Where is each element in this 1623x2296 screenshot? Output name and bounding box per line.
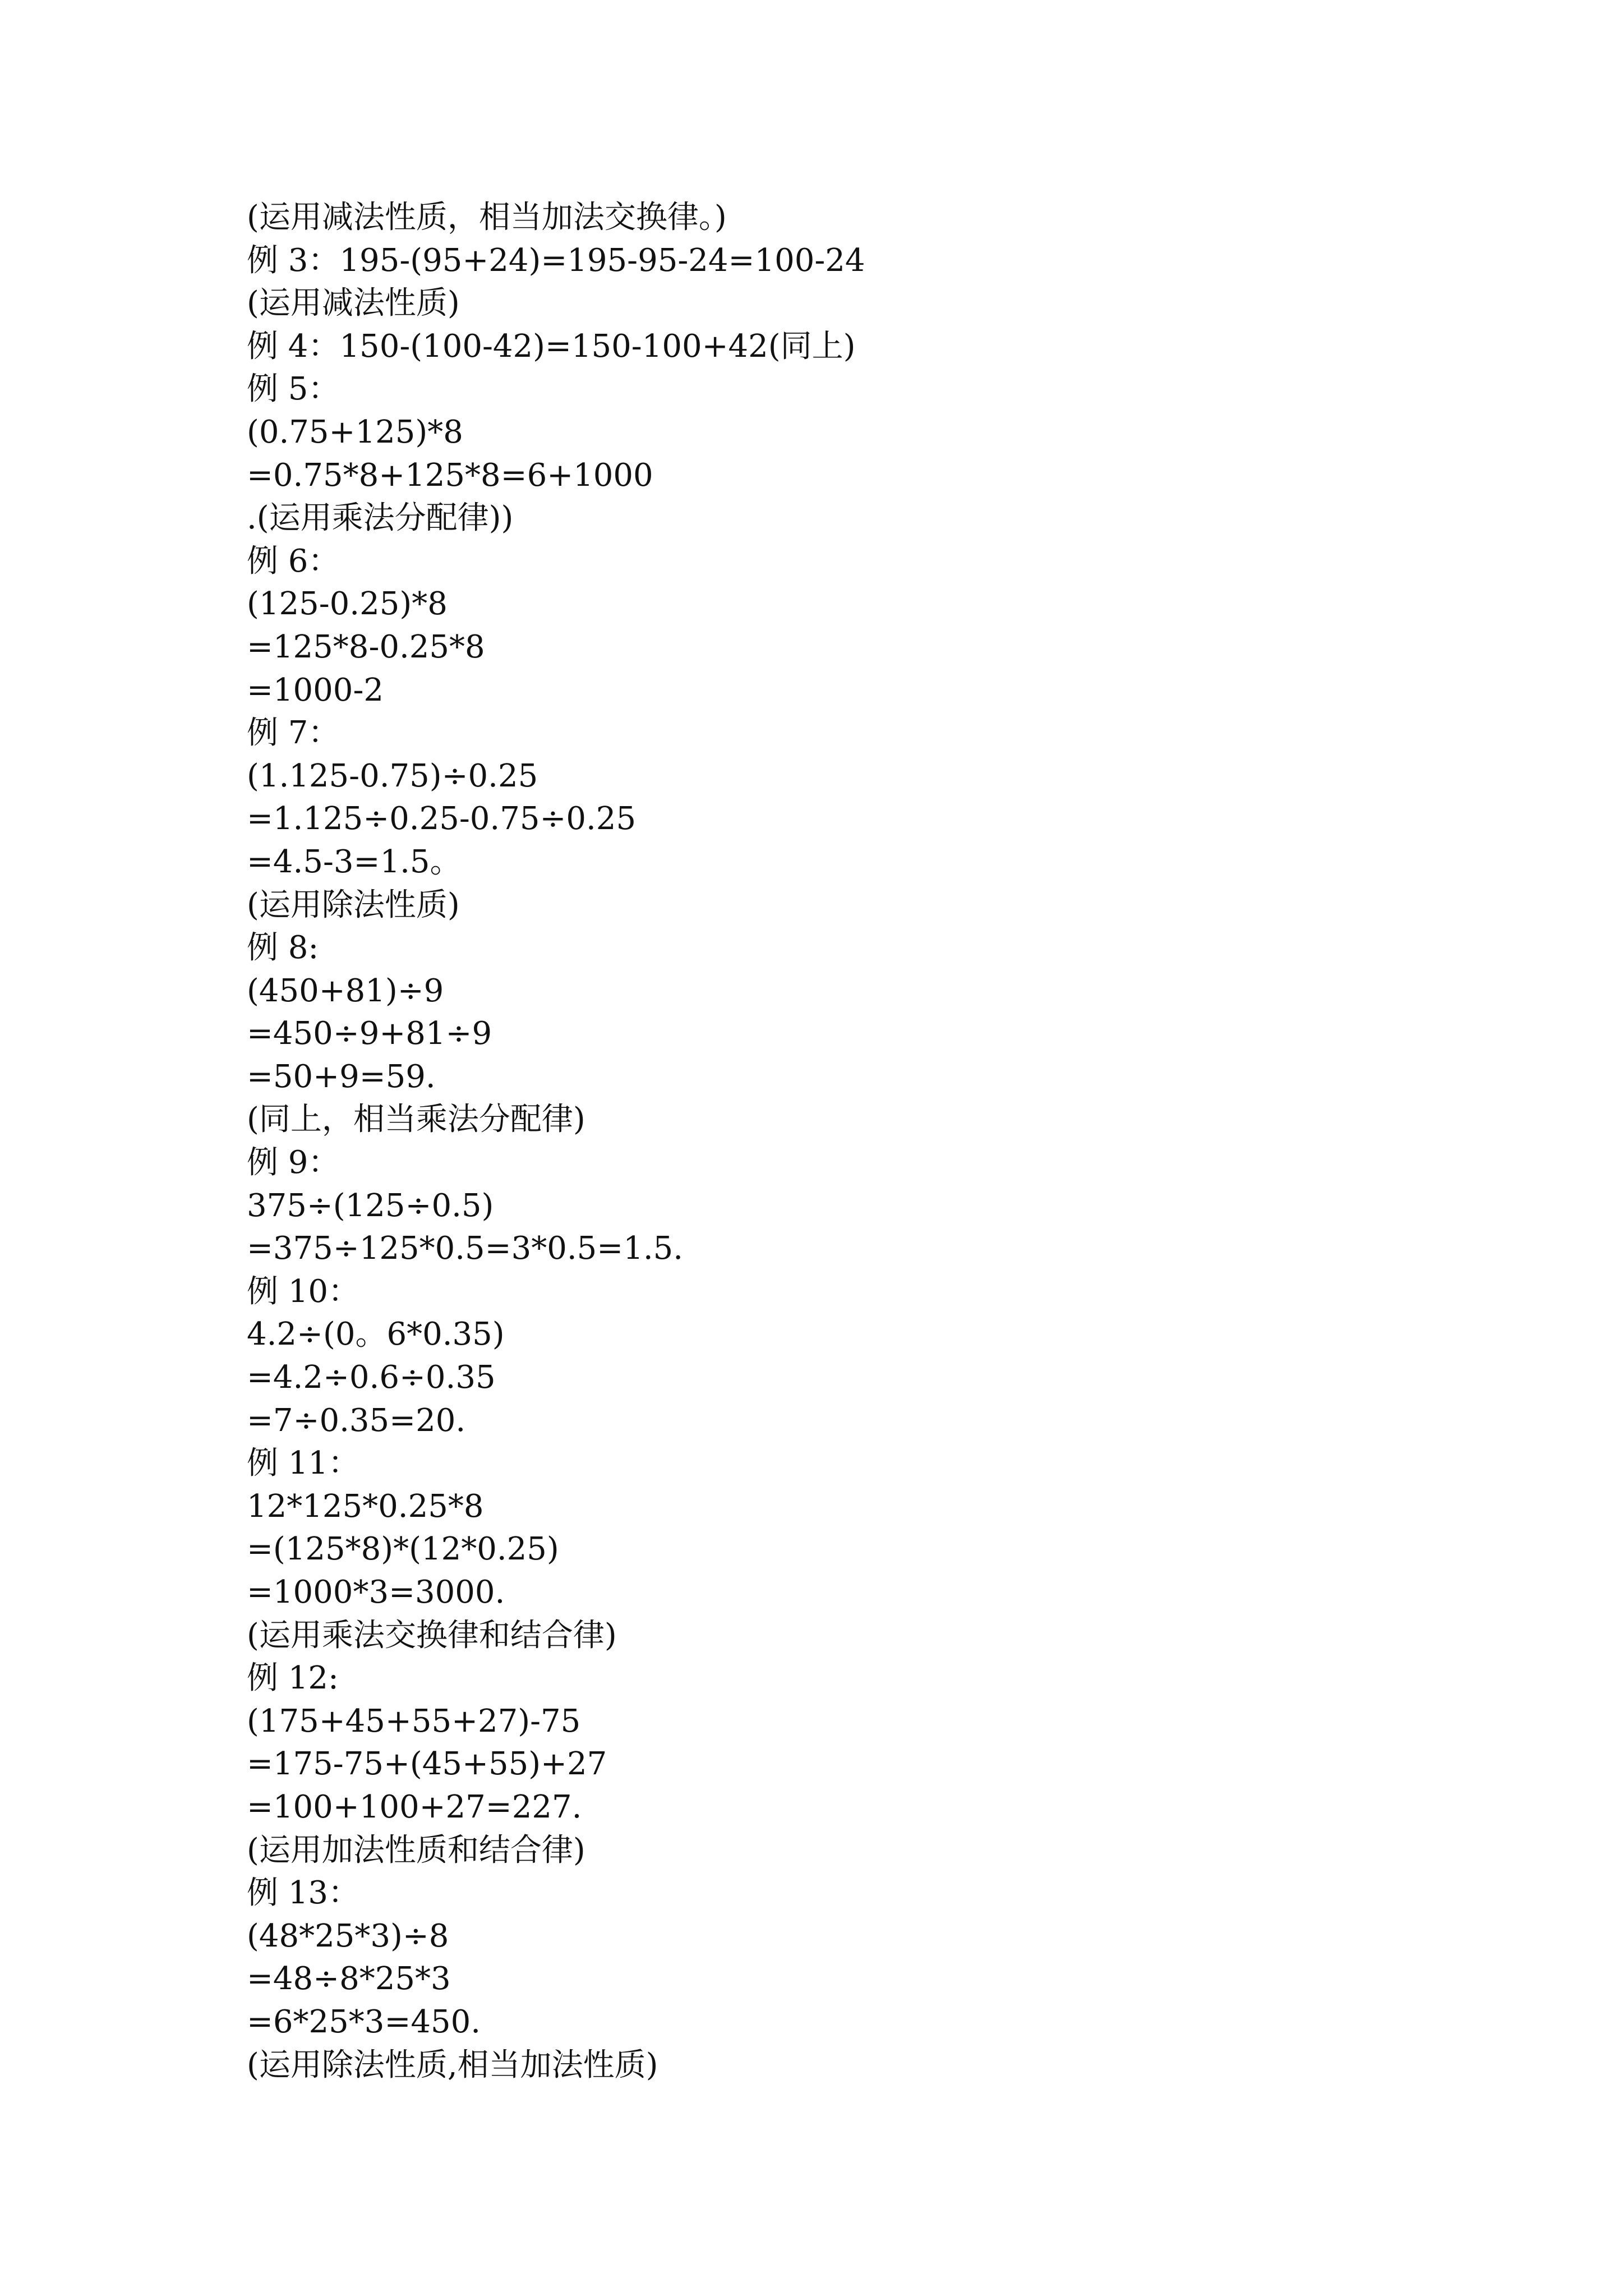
text-line: (同上，相当乘法分配律) bbox=[247, 1101, 585, 1138]
text-line: 例 10： bbox=[247, 1273, 360, 1310]
text-line: (运用除法性质,相当加法性质) bbox=[247, 2046, 658, 2083]
text-line: 12*125*0.25*8 bbox=[247, 1488, 484, 1525]
text-line: (1.125-0.75)÷0.25 bbox=[247, 757, 538, 794]
text-line: (运用除法性质) bbox=[247, 886, 460, 923]
text-line: 375÷(125÷0.5) bbox=[247, 1187, 494, 1224]
document-body bbox=[247, 196, 1481, 2087]
text-line: =1000*3=3000. bbox=[247, 1574, 505, 1611]
text-line: (运用减法性质) bbox=[247, 285, 460, 322]
text-line: =(125*8)*(12*0.25) bbox=[247, 1531, 559, 1568]
text-line: =125*8-0.25*8 bbox=[247, 628, 485, 665]
text-line: =4.5-3=1.5。 bbox=[247, 843, 462, 880]
text-line: (48*25*3)÷8 bbox=[247, 1917, 449, 1954]
text-line: =450÷9+81÷9 bbox=[247, 1015, 492, 1052]
text-line: =375÷125*0.5=3*0.5=1.5. bbox=[247, 1230, 684, 1267]
text-line: =48÷8*25*3 bbox=[247, 1961, 451, 1998]
text-line: =1000-2 bbox=[247, 671, 384, 708]
text-line: (0.75+125)*8 bbox=[247, 413, 463, 450]
text-line: =7÷0.35=20. bbox=[247, 1402, 466, 1439]
text-line: (运用加法性质和结合律) bbox=[247, 1832, 585, 1869]
text-line: =0.75*8+125*8=6+1000 bbox=[247, 457, 653, 494]
text-line: 例 12: bbox=[247, 1660, 339, 1697]
text-line: 例 6： bbox=[247, 542, 340, 579]
text-line: 例 3：195-(95+24)=195-95-24=100-24 bbox=[247, 242, 865, 279]
text-line: (450+81)÷9 bbox=[247, 972, 444, 1009]
text-line: 例 5： bbox=[247, 371, 340, 408]
text-line: 例 13： bbox=[247, 1875, 360, 1912]
text-line: (125-0.25)*8 bbox=[247, 586, 448, 623]
text-line: 例 7： bbox=[247, 715, 340, 752]
text-line: 例 8: bbox=[247, 930, 319, 967]
text-line: (175+45+55+27)-75 bbox=[247, 1703, 581, 1740]
text-line: =4.2÷0.6÷0.35 bbox=[247, 1359, 496, 1396]
text-line: 例 9： bbox=[247, 1144, 340, 1181]
text-line: 例 4：150-(100-42)=150-100+42(同上) bbox=[247, 328, 856, 365]
text-line: =50+9=59. bbox=[247, 1058, 436, 1095]
text-line: .(运用乘法分配律)) bbox=[247, 500, 514, 537]
text-line: =6*25*3=450. bbox=[247, 2003, 481, 2040]
text-line: (运用减法性质，相当加法交换律。) bbox=[247, 199, 727, 236]
text-line: =1.125÷0.25-0.75÷0.25 bbox=[247, 800, 637, 838]
text-line: 4.2÷(0。6*0.35) bbox=[247, 1316, 505, 1353]
text-line: =175-75+(45+55)+27 bbox=[247, 1746, 607, 1783]
text-line: 例 11： bbox=[247, 1445, 360, 1482]
text-line: =100+100+27=227. bbox=[247, 1788, 582, 1825]
text-line: (运用乘法交换律和结合律) bbox=[247, 1617, 617, 1654]
